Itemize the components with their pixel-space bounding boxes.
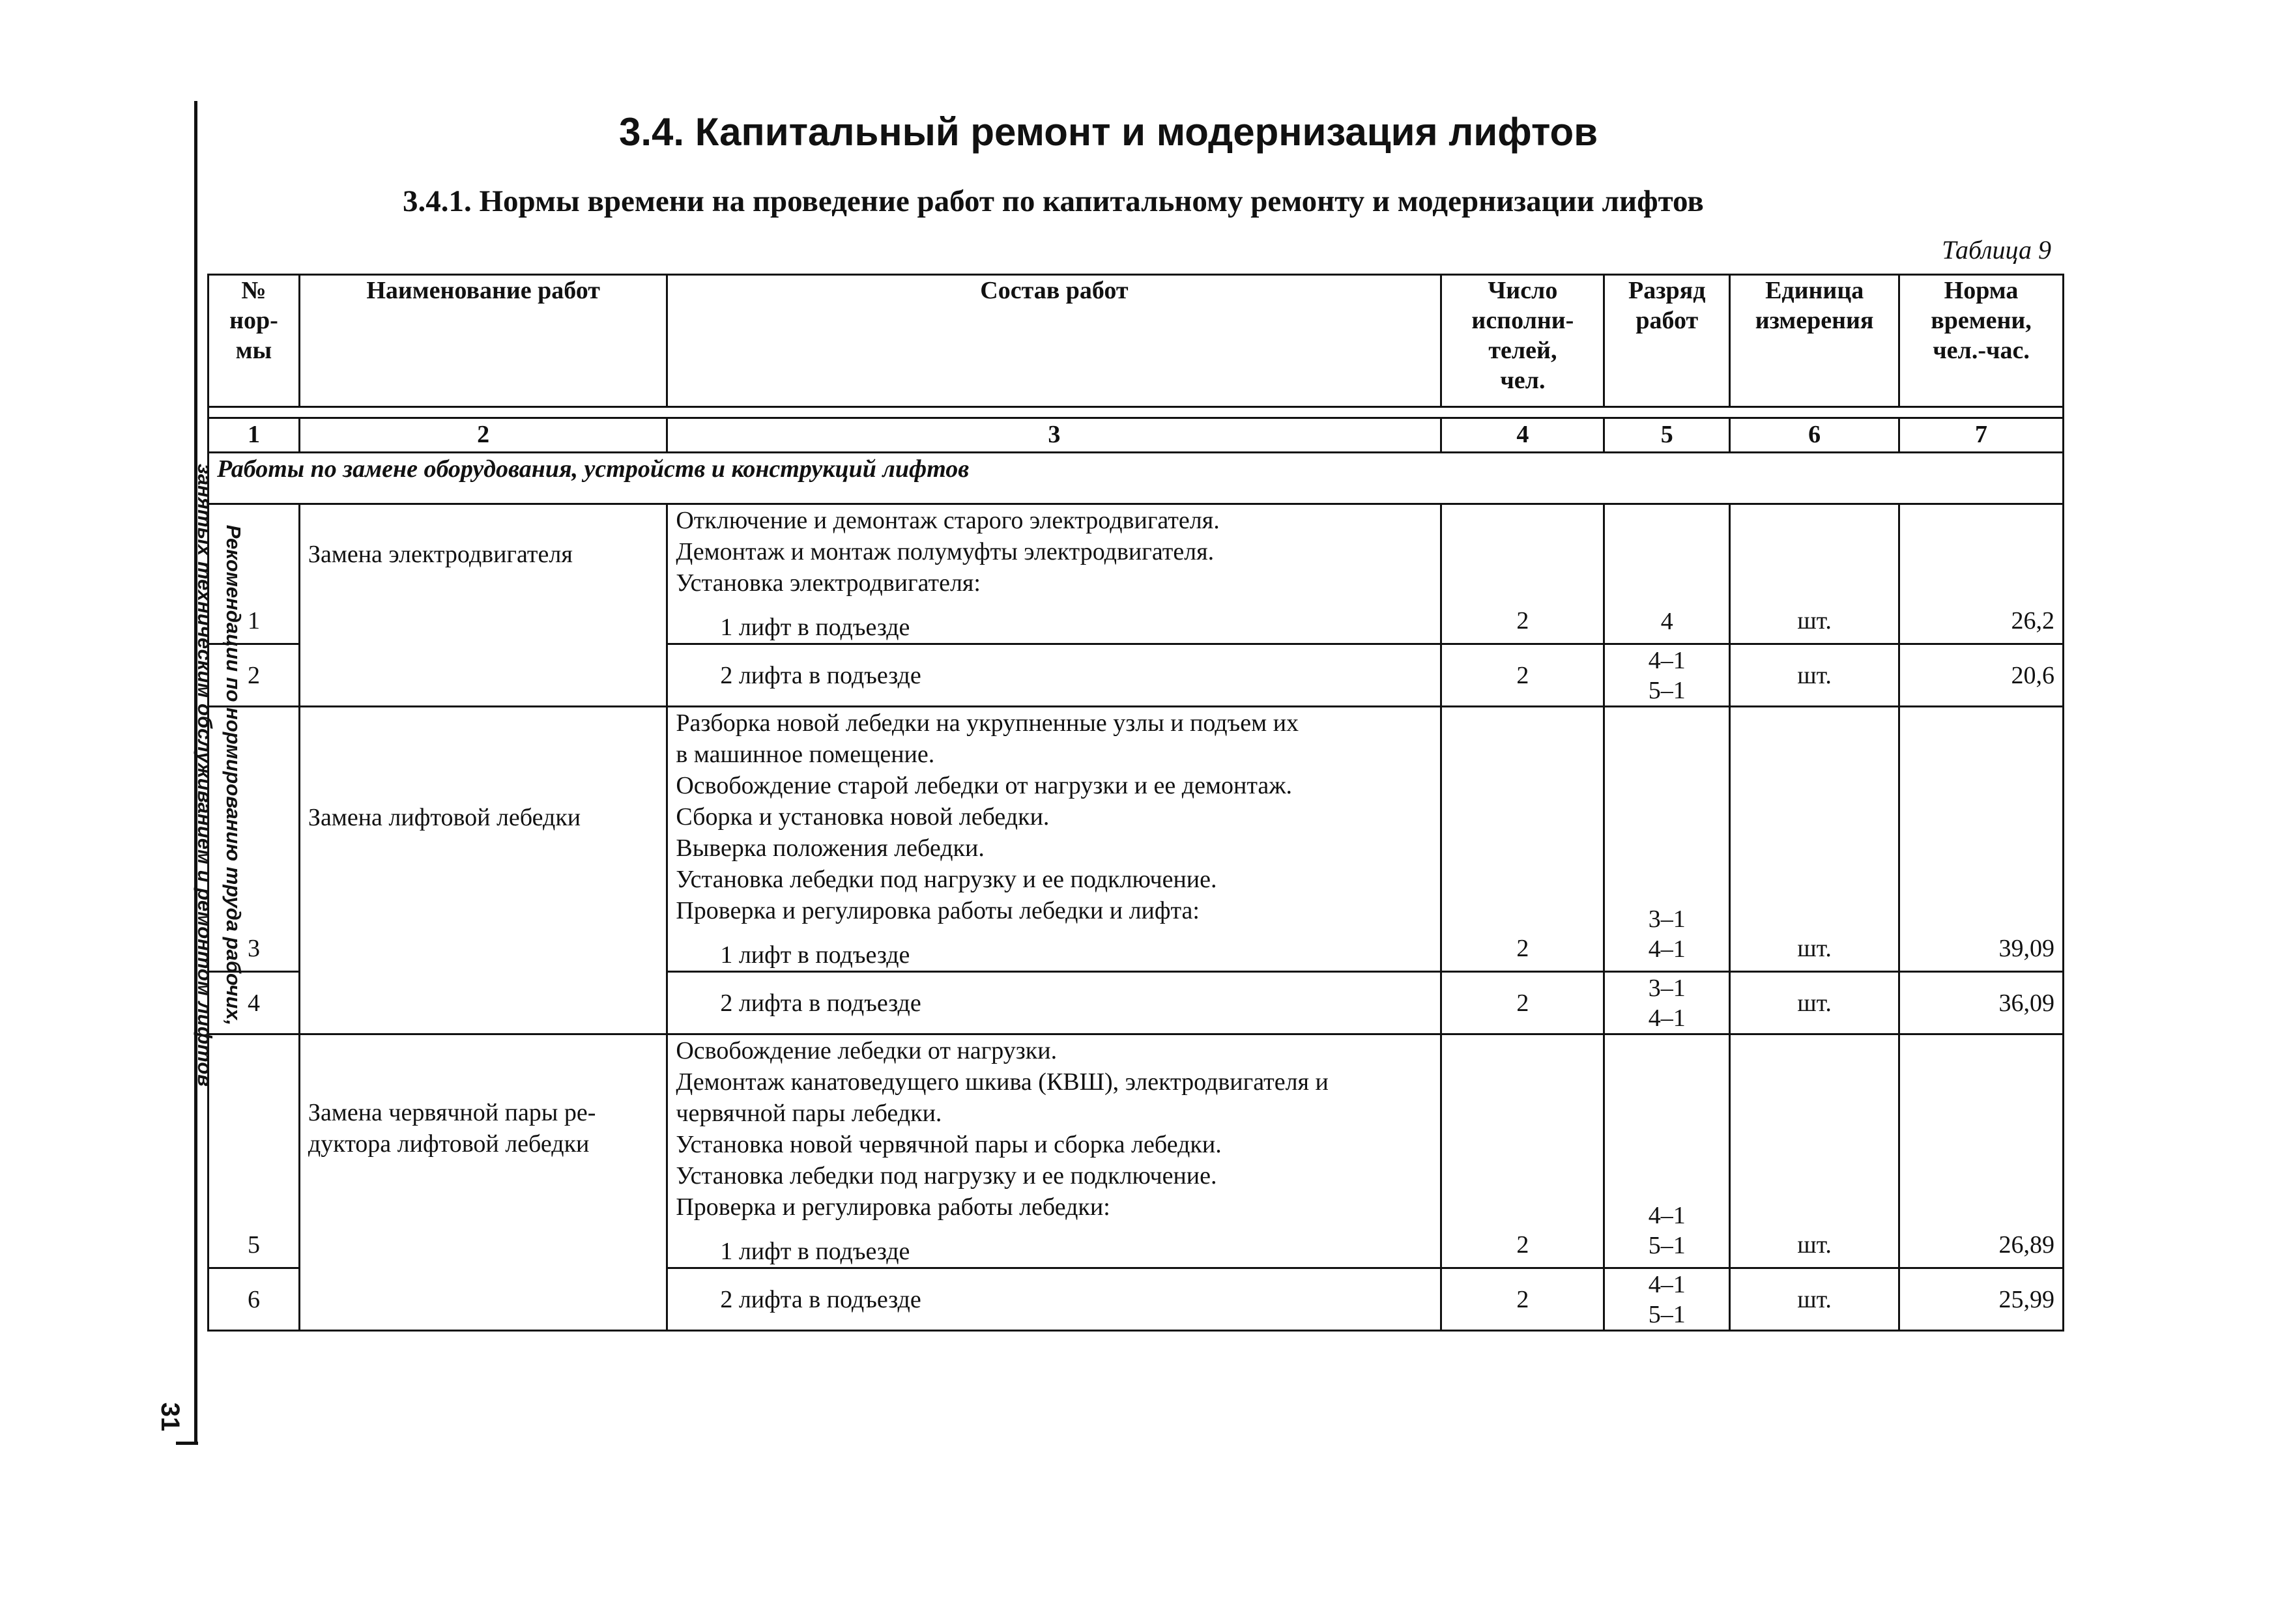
side-note-line-2: занятых техническим обслуживанием и ремонтом лифтов bbox=[194, 464, 216, 1087]
table-label: Таблица 9 bbox=[1942, 235, 2051, 264]
side-note-line-1: Рекомендации по нормированию труда рабочих, bbox=[222, 524, 245, 1026]
subsection-title: 3.4.1. Нормы времени на проведение работ по капитальному ремонту и модернизации лифтов bbox=[403, 184, 1704, 218]
row-num: 3 bbox=[209, 707, 300, 972]
work-composition: Освобождение лебедки от нагрузки. Демонтаж канатоведущего шкива (КВШ), электродвигателя и червячной пары лебедки. Установка новой червячной пары и сборка лебедки. Установка лебедки под нагрузку и ее подключение. Проверка и регулировка работы лебедки: 1 лифт в подъезде bbox=[667, 1034, 1441, 1268]
header-rank: Разряд работ bbox=[1604, 275, 1730, 407]
workers: 2 bbox=[1441, 1034, 1604, 1268]
work-composition bbox=[667, 644, 1441, 707]
header-name: Наименование работ bbox=[299, 275, 667, 407]
workers: 2 bbox=[1441, 972, 1604, 1034]
header-norm: Норма времени, чел.-час. bbox=[1899, 275, 2064, 407]
table-row bbox=[209, 504, 2064, 644]
unit: шт. bbox=[1730, 1268, 1899, 1331]
column-number: 2 bbox=[299, 418, 667, 453]
workers: 2 bbox=[1441, 644, 1604, 707]
norm: 25,99 bbox=[1899, 1268, 2064, 1331]
rank: 4 bbox=[1604, 504, 1730, 644]
work-name: Замена червячной пары ре- дуктора лифтовой лебедки bbox=[299, 1034, 667, 1331]
column-numbers-row bbox=[209, 418, 2064, 453]
header-workers: Число исполни- телей, чел. bbox=[1441, 275, 1604, 407]
unit: шт. bbox=[1730, 504, 1899, 644]
norms-table bbox=[207, 274, 2064, 1332]
row-num: 5 bbox=[209, 1034, 300, 1268]
work-composition bbox=[667, 1268, 1441, 1331]
work-composition bbox=[667, 972, 1441, 1034]
rank: 4–1 5–1 bbox=[1604, 1268, 1730, 1331]
variant: 1 лифт в подъезде bbox=[720, 614, 910, 641]
unit: шт. bbox=[1730, 644, 1899, 707]
rank: 4–1 5–1 bbox=[1604, 1034, 1730, 1268]
rank: 3–1 4–1 bbox=[1604, 972, 1730, 1034]
variant: 1 лифт в подъезде bbox=[720, 1238, 910, 1265]
rank: 3–1 4–1 bbox=[1604, 707, 1730, 972]
column-number: 4 bbox=[1441, 418, 1604, 453]
variant: 2 лифта в подъезде bbox=[720, 989, 921, 1017]
variant: 1 лифт в подъезде bbox=[720, 941, 910, 969]
column-number: 7 bbox=[1899, 418, 2064, 453]
work-composition: Отключение и демонтаж старого электродвигателя. Демонтаж и монтаж полумуфты электродвигателя. Установка электродвигателя: 1 лифт в подъезде bbox=[667, 504, 1441, 644]
norm: 39,09 bbox=[1899, 707, 2064, 972]
unit: шт. bbox=[1730, 972, 1899, 1034]
row-num: 6 bbox=[209, 1268, 300, 1331]
variant: 2 лифта в подъезде bbox=[720, 661, 921, 689]
work-name: Замена электродвигателя bbox=[299, 504, 667, 707]
norm: 26,89 bbox=[1899, 1034, 2064, 1268]
row-num: 1 bbox=[209, 504, 300, 644]
section-row bbox=[209, 453, 2064, 504]
workers: 2 bbox=[1441, 504, 1604, 644]
row-num: 2 bbox=[209, 644, 300, 707]
column-number: 6 bbox=[1730, 418, 1899, 453]
column-number: 1 bbox=[209, 418, 300, 453]
header-separator bbox=[209, 407, 2064, 418]
section-title-cell: Работы по замене оборудования, устройств и конструкций лифтов bbox=[209, 453, 2064, 504]
unit: шт. bbox=[1730, 707, 1899, 972]
header-row bbox=[209, 275, 2064, 407]
norm: 26,2 bbox=[1899, 504, 2064, 644]
norm: 36,09 bbox=[1899, 972, 2064, 1034]
work-composition: Разборка новой лебедки на укрупненные узлы и подъем их в машинное помещение. Освобождение старой лебедки от нагрузки и ее демонтаж. Сборка и установка новой лебедки. Выверка положения лебедки. Установка лебедки под нагрузку и ее подключение. Проверка и регулировка работы лебедки и лифта: 1 лифт в подъезде bbox=[667, 707, 1441, 972]
table-row bbox=[209, 1034, 2064, 1268]
work-name: Замена лифтовой лебедки bbox=[299, 707, 667, 1034]
column-number: 3 bbox=[667, 418, 1441, 453]
workers: 2 bbox=[1441, 707, 1604, 972]
norm: 20,6 bbox=[1899, 644, 2064, 707]
page-number: 31 bbox=[156, 1402, 184, 1432]
workers: 2 bbox=[1441, 1268, 1604, 1331]
header-num: № нор- мы bbox=[209, 275, 300, 407]
column-number: 5 bbox=[1604, 418, 1730, 453]
header-composition: Состав работ bbox=[667, 275, 1441, 407]
variant: 2 лифта в подъезде bbox=[720, 1285, 921, 1313]
table-row bbox=[209, 707, 2064, 972]
row-num: 4 bbox=[209, 972, 300, 1034]
page-number-tick bbox=[176, 1442, 198, 1445]
section-title: 3.4. Капитальный ремонт и модернизация лифтов bbox=[619, 110, 1598, 154]
rank: 4–1 5–1 bbox=[1604, 644, 1730, 707]
unit: шт. bbox=[1730, 1034, 1899, 1268]
header-unit: Единица измерения bbox=[1730, 275, 1899, 407]
